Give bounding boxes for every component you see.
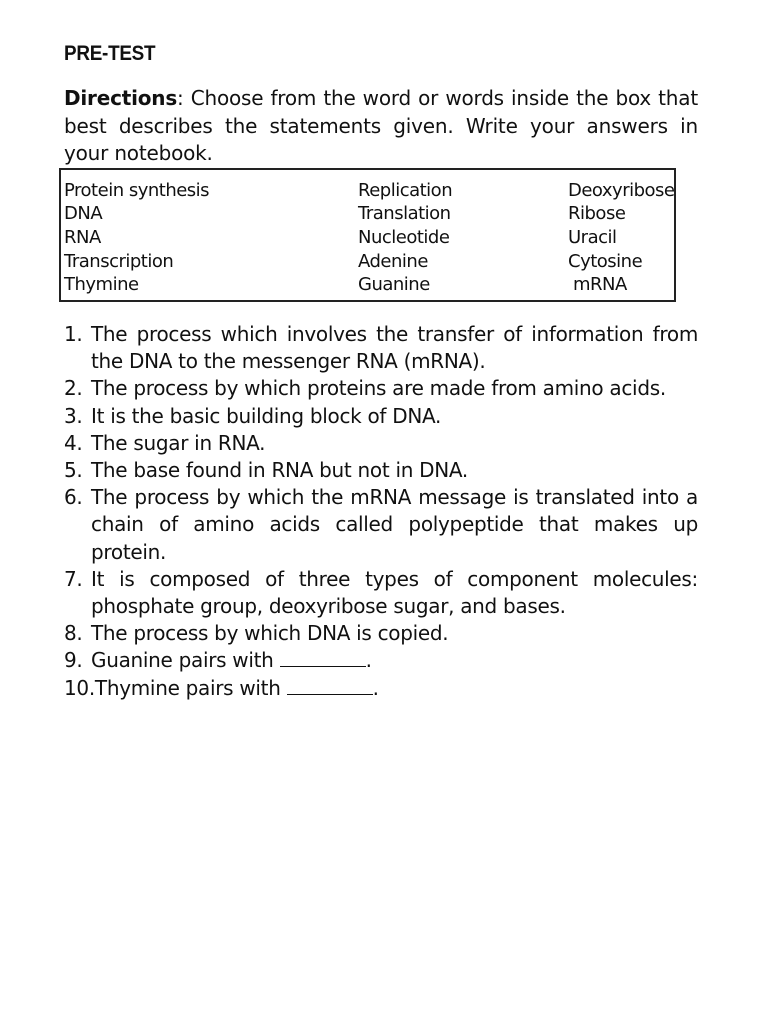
word-adenine: Adenine [358,251,428,272]
question-item [64,484,698,566]
word-box [59,168,676,302]
question-number: 5. [64,458,83,483]
question-text: The base found in RNA but not in DNA. [91,458,468,483]
word-deoxyribose: Deoxyribose [568,180,675,201]
question-list [64,321,698,702]
question-text: It is the basic building block of DNA. [91,403,442,428]
word-protein-synthesis: Protein synthesis [64,180,210,201]
question-text: It is composed of three types of component molecules: phosphate group, deoxyribose sugar, and bases. [91,566,698,619]
question-item [64,457,698,484]
question-number: 4. [64,430,83,455]
question-item [64,566,698,620]
question-text: The sugar in RNA. [91,430,266,455]
question-item [64,403,698,430]
directions-label: Directions [64,86,178,110]
question-item [64,321,698,375]
word-thymine: Thymine [64,274,139,295]
word-rna: RNA [64,227,101,248]
page-title: PRE-TEST [64,42,156,65]
question-text: The process by which DNA is copied. [91,621,449,646]
word-cytosine: Cytosine [568,251,643,272]
question-number: 2. [64,376,83,401]
question-text: The process by which proteins are made from amino acids. [91,376,666,401]
word-replication: Replication [358,180,453,201]
question-number: 3. [64,403,83,428]
question-item [64,375,698,402]
word-mrna: mRNA [573,274,627,295]
question-item [64,675,698,702]
directions-paragraph [64,85,698,168]
question-text: The process which involves the transfer of information from the DNA to the messenger RNA (mRNA). [91,322,698,374]
word-dna: DNA [64,203,103,224]
question-text: Thymine pairs with [94,675,287,700]
word-ribose: Ribose [568,203,626,224]
directions-text: : Choose from the word or words inside the box that best describes the statements given. Write your answers in your notebook. [64,86,698,165]
answer-blank[interactable] [287,676,373,695]
question-number: 1. [64,322,83,346]
answer-blank[interactable] [280,648,366,667]
question-text: Guanine pairs with [91,648,280,673]
question-number: 7. [64,566,83,591]
word-uracil: Uracil [568,227,617,248]
question-number: 6. [64,485,83,510]
word-nucleotide: Nucleotide [358,227,450,248]
word-transcription: Transcription [64,251,174,272]
question-number: 10. [64,675,95,700]
word-guanine: Guanine [358,274,430,295]
word-translation: Translation [358,203,451,224]
question-suffix: . [365,648,372,673]
question-item [64,620,698,647]
question-item [64,647,698,674]
question-number: 8. [64,621,83,646]
question-text: The process by which the mRNA message is translated into a chain of amino acids called polypeptide that makes up protein. [91,485,698,564]
question-suffix: . [372,675,379,700]
question-item [64,430,698,457]
question-number: 9. [64,648,83,673]
